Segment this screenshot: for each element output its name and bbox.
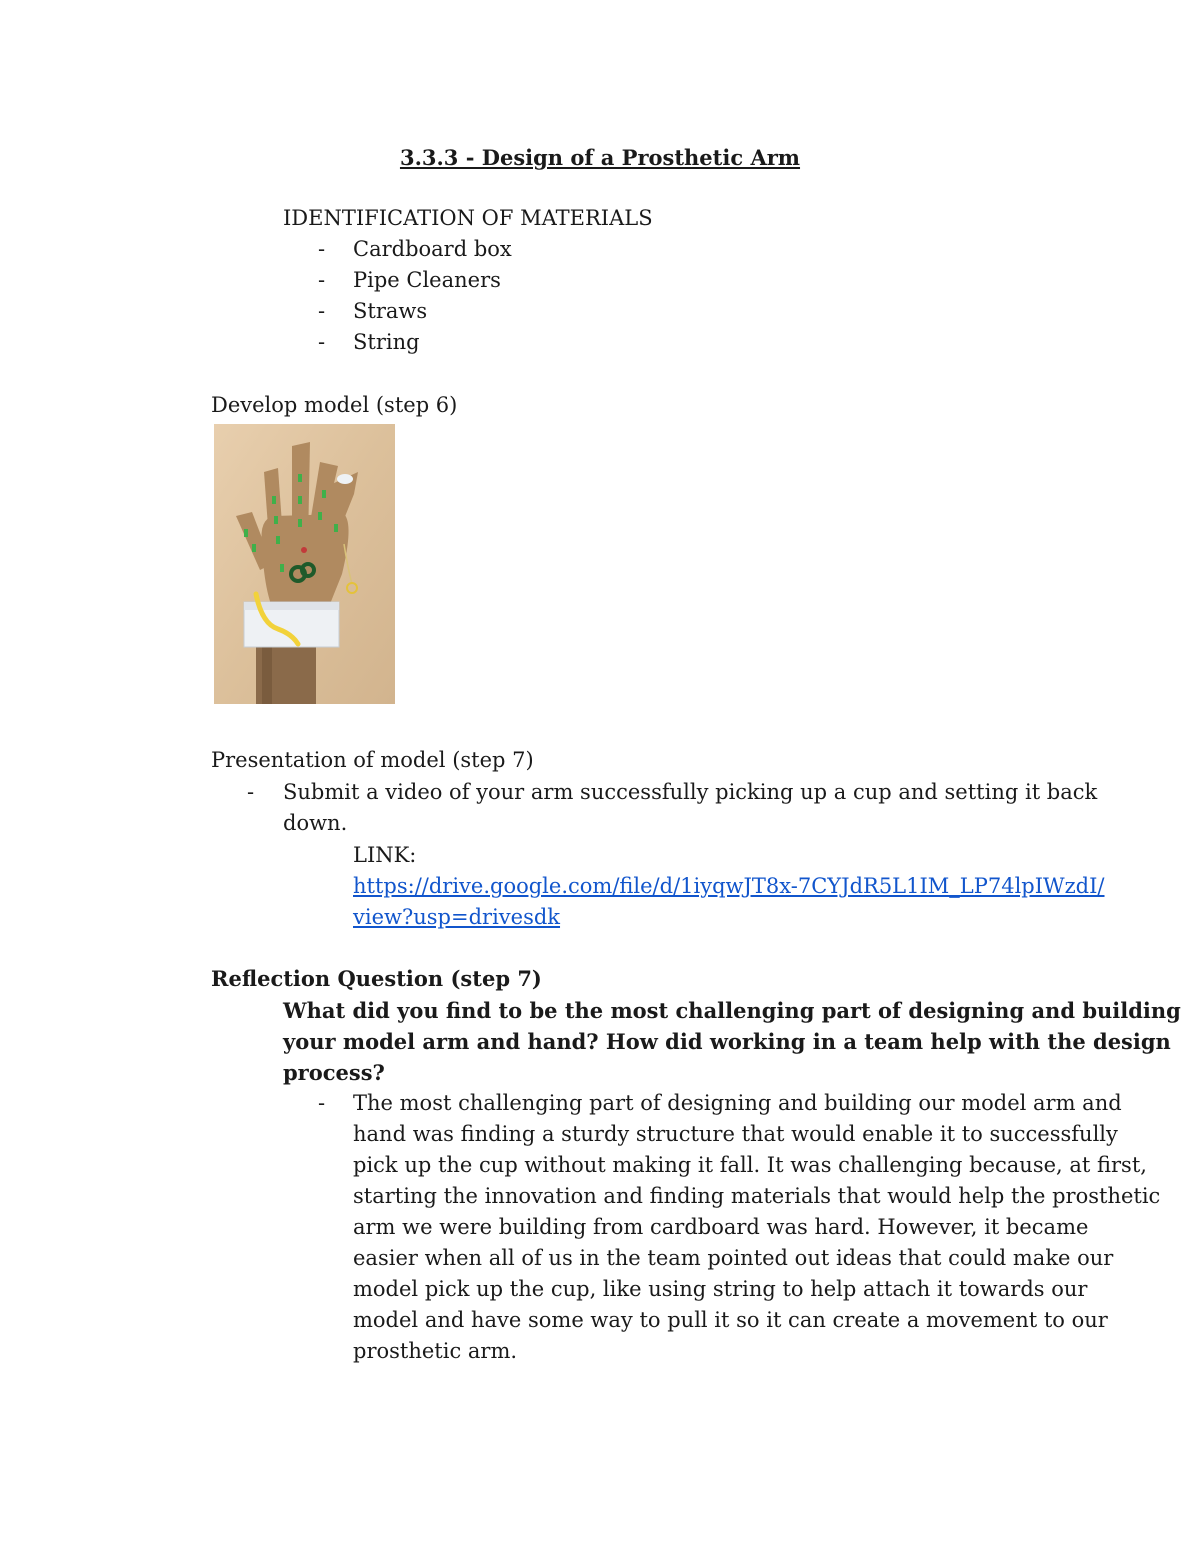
answer-line: hand was finding a sturdy structure that would enable it to successfully (353, 1122, 1118, 1146)
bullet-dash: - (247, 780, 255, 804)
document-title: 3.3.3 - Design of a Prosthetic Arm (399, 145, 801, 170)
answer-line: prosthetic arm. (353, 1339, 518, 1363)
bullet-dash: - (318, 268, 326, 292)
material-item: Cardboard box (353, 237, 512, 261)
answer-line: starting the innovation and finding materials that would help the prosthetic (353, 1184, 1161, 1208)
presentation-bullet-line: down. (283, 811, 348, 835)
prosthetic-hand-photo (214, 424, 395, 704)
presentation-bullet-line: Submit a video of your arm successfully picking up a cup and setting it back (283, 780, 1098, 804)
bullet-dash: - (318, 237, 326, 261)
answer-line: The most challenging part of designing and building our model arm and (353, 1091, 1122, 1115)
bullet-dash: - (318, 299, 326, 323)
video-link[interactable]: view?usp=drivesdk (353, 905, 561, 929)
reflection-question-line: What did you find to be the most challenging part of designing and building (283, 998, 1181, 1023)
material-item: String (353, 330, 420, 354)
reflection-heading: Reflection Question (step 7) (211, 966, 542, 991)
material-item: Straws (353, 299, 428, 323)
link-label: LINK: (353, 843, 417, 867)
video-link[interactable]: https://drive.google.com/file/d/1iyqwJT8x-7CYJdR5L1IM_LP74lpIWzdI/ (353, 874, 1105, 898)
answer-line: model and have some way to pull it so it can create a movement to our (353, 1308, 1108, 1332)
presentation-label: Presentation of model (step 7) (211, 748, 534, 772)
materials-heading: IDENTIFICATION OF MATERIALS (283, 206, 653, 230)
bullet-dash: - (318, 330, 326, 354)
answer-line: easier when all of us in the team pointed out ideas that could make our (353, 1246, 1114, 1270)
answer-line: pick up the cup without making it fall. It was challenging because, at first, (353, 1153, 1147, 1177)
reflection-question-line: your model arm and hand? How did working in a team help with the design (283, 1029, 1171, 1054)
reflection-question-line: process? (283, 1060, 385, 1085)
develop-model-label: Develop model (step 6) (211, 393, 458, 417)
bullet-dash: - (318, 1091, 326, 1115)
material-item: Pipe Cleaners (353, 268, 501, 292)
answer-line: arm we were building from cardboard was hard. However, it became (353, 1215, 1089, 1239)
answer-line: model pick up the cup, like using string to help attach it towards our (353, 1277, 1088, 1301)
